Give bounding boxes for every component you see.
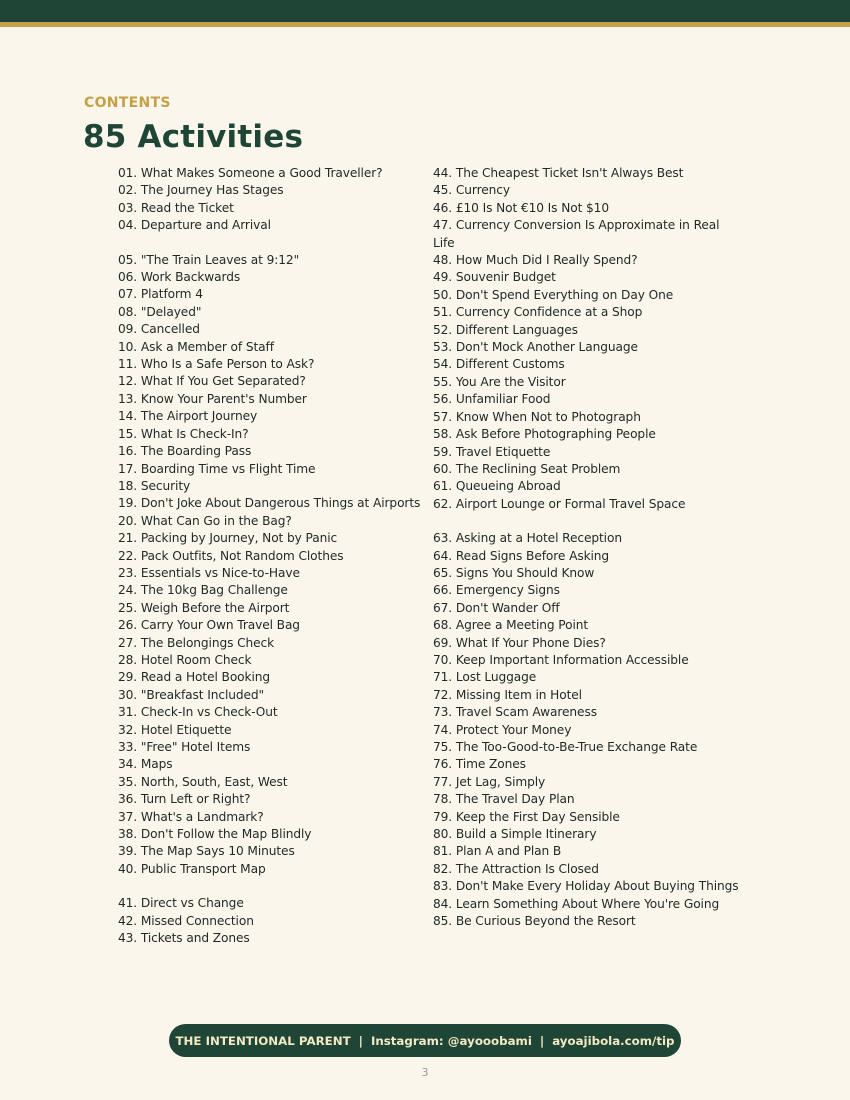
- contents-item: 45. Currency: [433, 183, 510, 198]
- contents-item: 24. The 10kg Bag Challenge: [118, 583, 288, 598]
- top-accent-line: [0, 22, 850, 27]
- contents-item: 07. Platform 4: [118, 287, 203, 302]
- contents-item: 10. Ask a Member of Staff: [118, 339, 274, 354]
- contents-item: 17. Boarding Time vs Flight Time: [118, 461, 316, 476]
- contents-item: 85. Be Curious Beyond the Resort: [433, 914, 636, 929]
- contents-item: 70. Keep Important Information Accessible: [433, 652, 689, 667]
- contents-item: 02. The Journey Has Stages: [118, 183, 284, 198]
- contents-item: 23. Essentials vs Nice-to-Have: [118, 565, 300, 580]
- contents-item: 77. Jet Lag, Simply: [433, 774, 546, 789]
- contents-item: 18. Security: [118, 478, 191, 493]
- contents-item: 61. Queueing Abroad: [433, 479, 561, 494]
- contents-item: 20. What Can Go in the Bag?: [118, 513, 292, 528]
- contents-item: 19. Don't Joke About Dangerous Things at Airports: [118, 496, 421, 511]
- contents-item: 01. What Makes Someone a Good Traveller?: [118, 166, 383, 180]
- contents-item: 53. Don't Mock Another Language: [433, 340, 638, 355]
- contents-item: 41. Direct vs Change: [118, 896, 244, 911]
- contents-item: 51. Currency Confidence at a Shop: [433, 305, 643, 320]
- contents-item: 06. Work Backwards: [118, 270, 241, 285]
- contents-item: 33. "Free" Hotel Items: [118, 740, 251, 754]
- contents-item: 09. Cancelled: [118, 322, 200, 337]
- page-title: 85 Activities: [83, 119, 304, 155]
- contents-item: 81. Plan A and Plan B: [433, 844, 562, 859]
- contents-item: 34. Maps: [118, 757, 173, 772]
- contents-item: 38. Don't Follow the Map Blindly: [118, 827, 312, 842]
- contents-item: 50. Don't Spend Everything on Day One: [433, 287, 674, 302]
- contents-item: 14. The Airport Journey: [118, 409, 258, 424]
- contents-item: 73. Travel Scam Awareness: [433, 705, 597, 720]
- section-kicker: CONTENTS: [84, 95, 171, 111]
- top-banner: [0, 0, 850, 22]
- contents-item: 75. The Too-Good-to-Be-True Exchange Rate: [433, 740, 698, 754]
- contents-item: 15. What Is Check-In?: [118, 426, 249, 441]
- contents-item: 47. Currency Conversion Is Approximate in Real Life: [433, 218, 720, 250]
- contents-item: 21. Packing by Journey, Not by Panic: [118, 531, 338, 546]
- contents-item: 05. "The Train Leaves at 9:12": [118, 252, 300, 267]
- contents-item: 66. Emergency Signs: [433, 583, 560, 598]
- contents-item: 27. The Belongings Check: [118, 635, 275, 650]
- contents-item: 68. Agree a Meeting Point: [433, 618, 589, 633]
- contents-item: 63. Asking at a Hotel Reception: [433, 531, 622, 546]
- contents-item: 59. Travel Etiquette: [433, 444, 551, 459]
- contents-item: 71. Lost Luggage: [433, 670, 537, 685]
- contents-item: 08. "Delayed": [118, 304, 202, 319]
- contents-item: 74. Protect Your Money: [433, 722, 572, 737]
- contents-item: 12. What If You Get Separated?: [118, 374, 306, 389]
- contents-item: 76. Time Zones: [433, 757, 526, 772]
- contents-item: 11. Who Is a Safe Person to Ask?: [118, 357, 315, 372]
- contents-item: 16. The Boarding Pass: [118, 444, 252, 459]
- contents-item: 44. The Cheapest Ticket Isn't Always Best: [433, 166, 684, 180]
- contents-item: 84. Learn Something About Where You're Going: [433, 896, 720, 911]
- contents-item: 60. The Reclining Seat Problem: [433, 461, 621, 476]
- contents-item: 37. What's a Landmark?: [118, 809, 264, 824]
- contents-item: 72. Missing Item in Hotel: [433, 687, 582, 702]
- footer-separator: |: [539, 1033, 545, 1048]
- contents-item: 04. Departure and Arrival: [118, 218, 271, 233]
- contents-item: 46. £10 Is Not €10 Is Not $10: [433, 200, 609, 215]
- contents-item: 54. Different Customs: [433, 357, 565, 372]
- contents-item: 43. Tickets and Zones: [118, 931, 250, 946]
- contents-item: 57. Know When Not to Photograph: [433, 409, 641, 424]
- contents-item: 55. You Are the Visitor: [433, 374, 566, 389]
- footer-instagram[interactable]: Instagram: @ayooobami: [370, 1033, 532, 1048]
- footer-banner: [169, 1024, 681, 1057]
- contents-item: 62. Airport Lounge or Formal Travel Space: [433, 496, 686, 511]
- contents-item: 39. The Map Says 10 Minutes: [118, 844, 295, 859]
- contents-item: 22. Pack Outfits, Not Random Clothes: [118, 548, 344, 563]
- contents-item: 29. Read a Hotel Booking: [118, 670, 271, 685]
- contents-item: 67. Don't Wander Off: [433, 600, 560, 615]
- contents-item: 83. Don't Make Every Holiday About Buying Things: [433, 879, 739, 894]
- footer-website-link[interactable]: ayoajibola.com/tip: [552, 1033, 675, 1048]
- contents-item: 42. Missed Connection: [118, 913, 254, 928]
- contents-item: 32. Hotel Etiquette: [118, 722, 232, 737]
- contents-item: 64. Read Signs Before Asking: [433, 548, 610, 563]
- contents-item: 26. Carry Your Own Travel Bag: [118, 618, 300, 633]
- contents-item: 78. The Travel Day Plan: [433, 792, 575, 807]
- contents-item: 56. Unfamiliar Food: [433, 392, 551, 407]
- contents-item: 30. "Breakfast Included": [118, 687, 265, 702]
- contents-item: 35. North, South, East, West: [118, 774, 288, 789]
- contents-item: 69. What If Your Phone Dies?: [433, 635, 606, 650]
- contents-list-left: [118, 165, 428, 947]
- contents-item: 52. Different Languages: [433, 322, 578, 337]
- contents-item: 79. Keep the First Day Sensible: [433, 809, 620, 824]
- footer-brand: THE INTENTIONAL PARENT: [175, 1033, 351, 1048]
- contents-list-right: [433, 165, 743, 930]
- contents-item: 28. Hotel Room Check: [118, 652, 252, 667]
- contents-item: 25. Weigh Before the Airport: [118, 600, 290, 615]
- contents-item: 13. Know Your Parent's Number: [118, 391, 307, 406]
- contents-item: 31. Check-In vs Check-Out: [118, 705, 278, 720]
- contents-item: 65. Signs You Should Know: [433, 565, 595, 580]
- contents-item: 36. Turn Left or Right?: [118, 792, 251, 807]
- contents-item: 49. Souvenir Budget: [433, 270, 556, 285]
- contents-item: 03. Read the Ticket: [118, 200, 234, 215]
- contents-item: 40. Public Transport Map: [118, 861, 266, 876]
- contents-item: 48. How Much Did I Really Spend?: [433, 253, 638, 268]
- contents-item: 58. Ask Before Photographing People: [433, 427, 656, 442]
- footer-separator: |: [358, 1033, 363, 1048]
- contents-item: 80. Build a Simple Itinerary: [433, 827, 597, 842]
- contents-item: 82. The Attraction Is Closed: [433, 861, 599, 876]
- page-number: 3: [421, 1066, 429, 1079]
